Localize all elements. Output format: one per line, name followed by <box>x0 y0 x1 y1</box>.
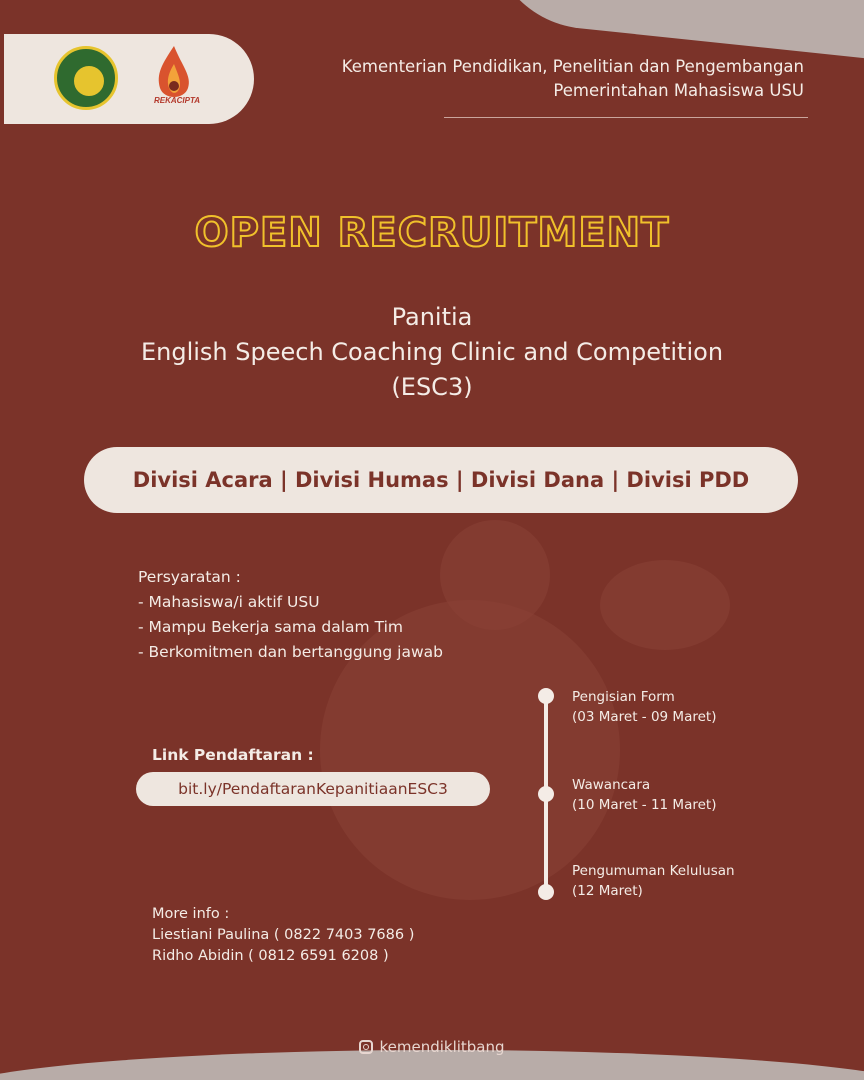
requirement-item: - Mahasiswa/i aktif USU <box>138 593 320 611</box>
committee-line-2: English Speech Coaching Clinic and Competition <box>140 338 724 366</box>
timeline-item <box>572 861 735 901</box>
ministry-heading <box>342 55 804 103</box>
timeline-date: (12 Maret) <box>572 883 643 899</box>
usu-seal-icon <box>54 46 118 110</box>
timeline-title: Wawancara <box>572 777 651 793</box>
timeline-title: Pengisian Form <box>572 689 675 705</box>
requirements-list <box>138 590 443 665</box>
requirement-item: - Mampu Bekerja sama dalam Tim <box>138 618 403 636</box>
more-info-heading: More info : <box>152 906 230 922</box>
committee-line-3: (ESC3) <box>391 373 473 401</box>
timeline-dot <box>538 786 554 802</box>
ministry-line-2: Pemerintahan Mahasiswa USU <box>553 81 804 100</box>
timeline-date: (10 Maret - 11 Maret) <box>572 797 717 813</box>
social-handle-text[interactable]: kemendiklitbang <box>379 1038 505 1056</box>
timeline-dot <box>538 688 554 704</box>
page-title: OPEN RECRUITMENT <box>194 210 670 256</box>
rekacipta-text: REKACIPTA <box>153 96 201 105</box>
background-figure <box>600 560 730 650</box>
requirement-item: - Berkomitmen dan bertanggung jawab <box>138 643 443 661</box>
instagram-icon <box>359 1040 373 1054</box>
committee-heading <box>0 300 864 405</box>
timeline-item <box>572 687 716 727</box>
registration-link-text[interactable]: bit.ly/PendaftaranKepanitiaanESC3 <box>178 780 448 798</box>
timeline-dot <box>538 884 554 900</box>
timeline-title: Pengumuman Kelulusan <box>572 863 735 879</box>
logo-banner <box>4 34 254 124</box>
contact-item: Liestiani Paulina ( 0822 7403 7686 ) <box>152 927 415 943</box>
requirements-heading: Persyaratan : <box>138 568 241 586</box>
social-handle[interactable] <box>0 1038 864 1056</box>
timeline-date: (03 Maret - 09 Maret) <box>572 709 717 725</box>
requirements <box>138 565 443 665</box>
ministry-line-1: Kementerian Pendidikan, Penelitian dan Pengembangan <box>341 57 804 76</box>
contact-item: Ridho Abidin ( 0812 6591 6208 ) <box>152 948 389 964</box>
registration-label: Link Pendaftaran : <box>152 746 314 764</box>
divider <box>444 117 808 118</box>
background-figure <box>440 520 550 630</box>
divisions-banner <box>84 447 798 513</box>
more-info <box>152 904 414 967</box>
decorative-wave-top <box>480 0 864 62</box>
registration-link[interactable] <box>136 772 490 806</box>
committee-line-1: Panitia <box>391 303 473 331</box>
divisions-text: Divisi Acara | Divisi Humas | Divisi Dana | Divisi PDD <box>132 468 750 492</box>
timeline-item <box>572 775 716 815</box>
